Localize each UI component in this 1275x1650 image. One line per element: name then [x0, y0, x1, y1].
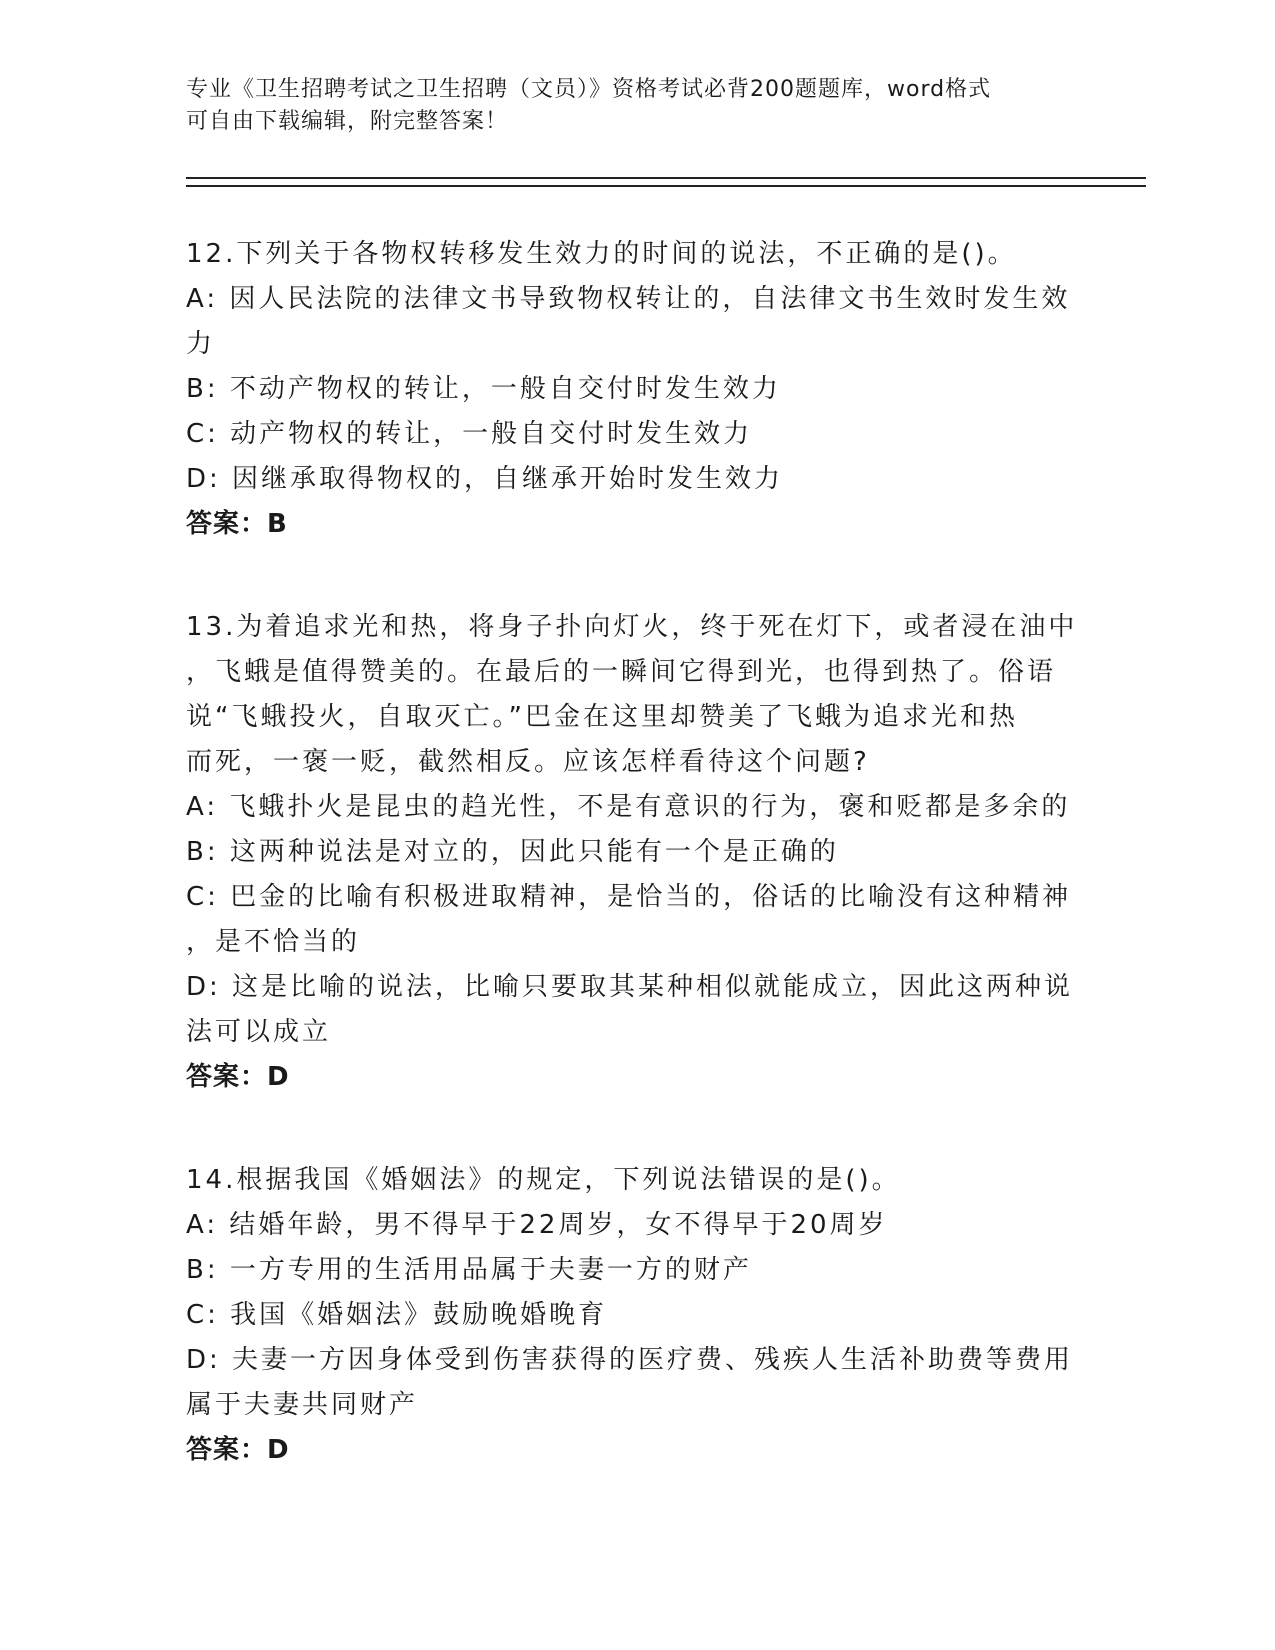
question-line: D: 这是比喻的说法，比喻只要取其某种相似就能成立，因此这两种说: [186, 972, 1074, 1002]
answer-label: 答案：D: [186, 1062, 290, 1092]
document-header: [186, 74, 1066, 138]
question-line: 法可以成立: [186, 1017, 332, 1047]
header-line-1: 专业《卫生招聘考试之卫生招聘（文员）》资格考试必背200题题库，word格式: [186, 77, 992, 102]
question-12: [186, 232, 1086, 547]
question-line: C: 巴金的比喻有积极进取精神，是恰当的，俗话的比喻没有这种精神: [186, 882, 1072, 912]
question-line: B: 这两种说法是对立的，因此只能有一个是正确的: [186, 837, 839, 867]
question-line: 说“飞蛾投火，自取灭亡。”巴金在这里却赞美了飞蛾为追求光和热: [186, 702, 1018, 732]
question-list: [186, 232, 1086, 1531]
question-line: D: 因继承取得物权的，自继承开始时发生效力: [186, 464, 784, 494]
question-line: 力: [186, 329, 216, 359]
question-13: [186, 605, 1086, 1100]
question-line: C: 动产物权的转让，一般自交付时发生效力: [186, 419, 753, 449]
question-14: [186, 1158, 1086, 1473]
question-line: B: 不动产物权的转让，一般自交付时发生效力: [186, 374, 781, 404]
question-line: 而死，一褒一贬，截然相反。应该怎样看待这个问题?: [186, 747, 870, 777]
answer-label: 答案：B: [186, 509, 288, 539]
question-line: A: 结婚年龄，男不得早于22周岁，女不得早于20周岁: [186, 1210, 888, 1240]
question-line: 14.根据我国《婚姻法》的规定，下列说法错误的是()。: [186, 1165, 901, 1195]
question-line: ，飞蛾是值得赞美的。在最后的一瞬间它得到光，也得到热了。俗语: [186, 657, 1057, 687]
header-line-2: 可自由下载编辑，附完整答案！: [186, 109, 509, 134]
question-line: A: 因人民法院的法律文书导致物权转让的，自法律文书生效时发生效: [186, 284, 1071, 314]
question-line: 属于夫妻共同财产: [186, 1390, 419, 1420]
question-line: A: 飞蛾扑火是昆虫的趋光性，不是有意识的行为，褒和贬都是多余的: [186, 792, 1071, 822]
question-line: C: 我国《婚姻法》鼓励晚婚晚育: [186, 1300, 608, 1330]
question-line: 12.下列关于各物权转移发生效力的时间的说法，不正确的是()。: [186, 239, 1017, 269]
question-line: D: 夫妻一方因身体受到伤害获得的医疗费、残疾人生活补助费等费用: [186, 1345, 1074, 1375]
question-line: B: 一方专用的生活用品属于夫妻一方的财产: [186, 1255, 752, 1285]
answer-label: 答案：D: [186, 1435, 290, 1465]
question-line: 13.为着追求光和热，将身子扑向灯火，终于死在灯下，或者浸在油中: [186, 612, 1078, 642]
question-line: ，是不恰当的: [186, 927, 361, 957]
header-divider: [186, 177, 1146, 187]
